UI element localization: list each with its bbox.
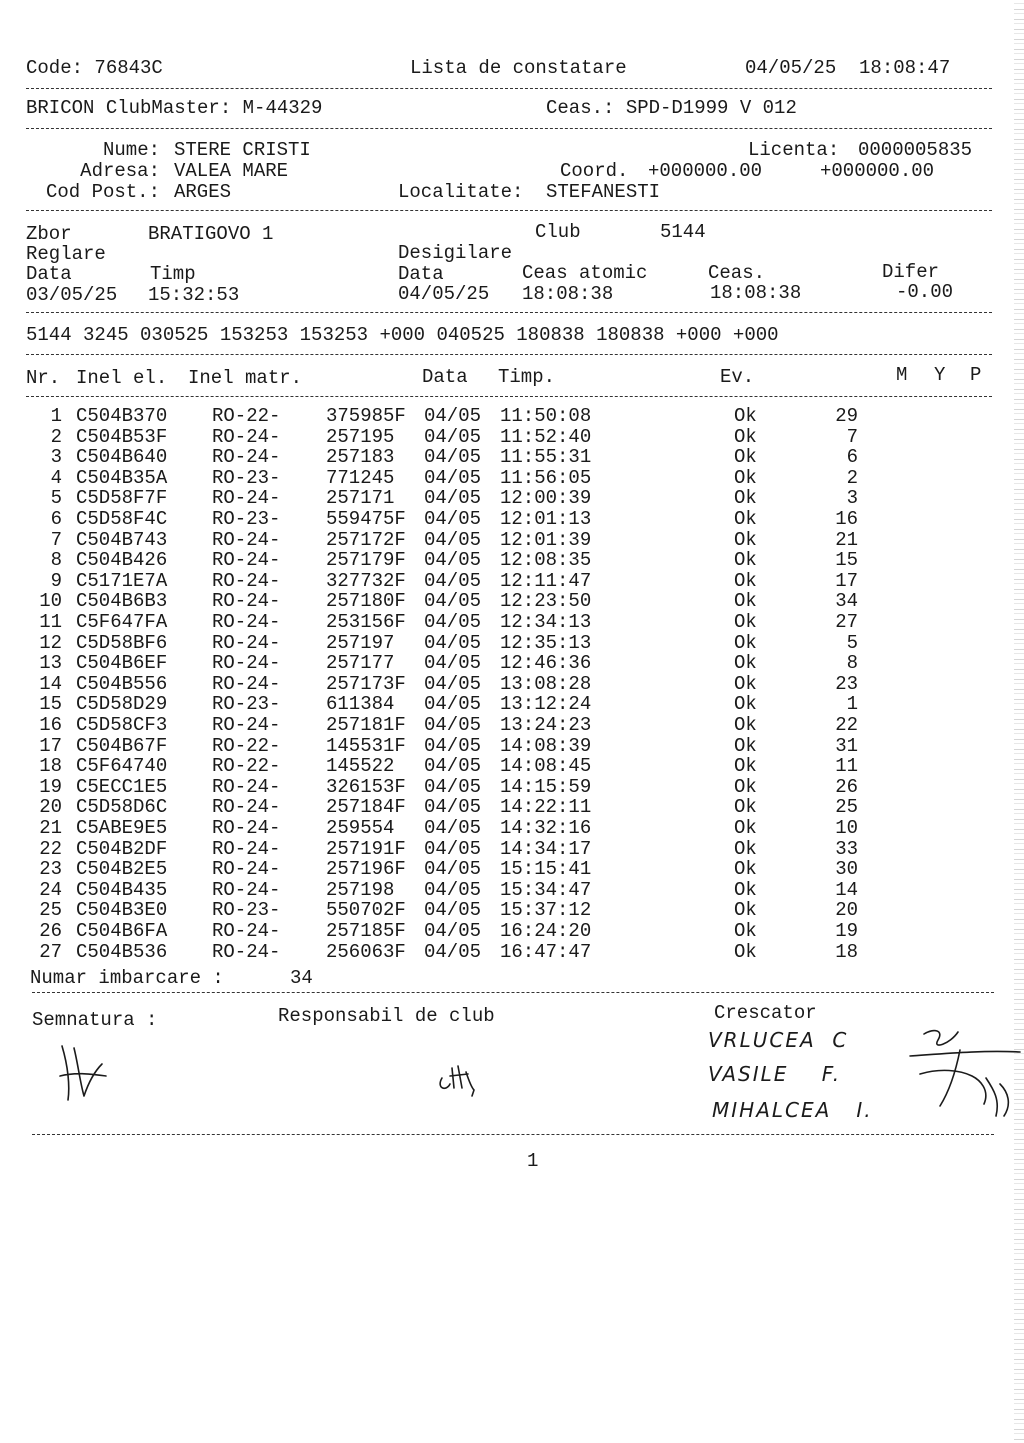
reglare-timp-label: Timp xyxy=(150,263,196,285)
row-date: 04/05 xyxy=(424,940,482,963)
row-place: 34 xyxy=(835,590,858,613)
row-place: 30 xyxy=(835,858,858,881)
row-status: Ok xyxy=(734,714,757,736)
row-ring-number: 257173F xyxy=(326,672,406,695)
row-date: 04/05 xyxy=(424,693,482,716)
row-ring-series: RO-24- xyxy=(212,714,281,736)
row-time: 14:15:59 xyxy=(500,775,592,798)
code-line: 5144 3245 030525 153253 153253 +000 040525 180838 180838 +000 +000 xyxy=(26,324,779,346)
license-value: 0000005835 xyxy=(858,139,973,161)
owner-address: VALEA MARE xyxy=(174,160,289,182)
row-ring-series: RO-24- xyxy=(212,549,281,572)
row-place: 23 xyxy=(835,672,858,695)
row-number: 14 xyxy=(39,672,62,695)
row-number: 27 xyxy=(39,940,62,963)
row-ring-electronic: C5D58BF6 xyxy=(76,631,168,654)
row-ring-number: 375985F xyxy=(326,405,406,427)
row-place: 26 xyxy=(835,775,858,798)
row-ring-series: RO-24- xyxy=(212,837,281,860)
row-time: 15:15:41 xyxy=(500,858,592,881)
owner-name: STERE CRISTI xyxy=(174,139,311,161)
print-datetime: 04/05/25 18:08:47 xyxy=(745,57,951,79)
difer-label: Difer xyxy=(882,261,940,283)
row-ring-number: 257185F xyxy=(326,920,406,942)
row-ring-series: RO-24- xyxy=(212,611,281,633)
row-number: 7 xyxy=(50,528,62,551)
row-status: Ok xyxy=(734,920,757,942)
row-ring-electronic: C5171E7A xyxy=(76,569,168,592)
row-ring-series: RO-24- xyxy=(212,652,281,675)
row-time: 12:11:47 xyxy=(500,569,592,592)
divider xyxy=(26,88,992,89)
row-date: 04/05 xyxy=(424,796,482,819)
row-time: 14:34:17 xyxy=(500,837,592,860)
row-place: 14 xyxy=(835,878,858,901)
imbarcare-value: 34 xyxy=(290,967,313,989)
row-ring-electronic: C504B6FA xyxy=(76,920,168,942)
row-status: Ok xyxy=(734,611,757,633)
row-ring-electronic: C5D58F4C xyxy=(76,508,168,530)
row-ring-number: 259554 xyxy=(326,817,395,839)
row-ring-number: 559475F xyxy=(326,508,406,530)
page-number: 1 xyxy=(527,1150,539,1172)
row-ring-number: 145522 xyxy=(326,755,395,778)
row-ring-series: RO-24- xyxy=(212,590,281,613)
row-number: 24 xyxy=(39,878,62,901)
row-time: 15:37:12 xyxy=(500,899,592,922)
signature-semnatura xyxy=(50,1036,120,1106)
row-ring-series: RO-24- xyxy=(212,487,281,510)
row-status: Ok xyxy=(734,878,757,901)
row-place: 33 xyxy=(835,837,858,860)
row-place: 2 xyxy=(846,466,858,489)
row-status: Ok xyxy=(734,672,757,695)
row-number: 10 xyxy=(39,590,62,613)
row-ring-number: 257197 xyxy=(326,631,395,654)
divider xyxy=(26,128,992,129)
row-status: Ok xyxy=(734,817,757,839)
row-status: Ok xyxy=(734,425,757,448)
row-ring-electronic: C504B6EF xyxy=(76,652,168,675)
ceas-atomic-label: Ceas atomic xyxy=(522,262,648,284)
row-time: 11:55:31 xyxy=(500,446,592,469)
row-time: 16:47:47 xyxy=(500,940,592,963)
reglare-label: Reglare xyxy=(26,243,106,265)
row-time: 12:46:36 xyxy=(500,652,592,675)
row-time: 12:34:13 xyxy=(500,611,592,633)
license-label: Licenta: xyxy=(748,139,840,161)
row-number: 1 xyxy=(50,405,62,427)
row-time: 15:34:47 xyxy=(500,878,592,901)
reglare-date: 03/05/25 xyxy=(26,284,118,306)
row-ring-electronic: C504B743 xyxy=(76,528,168,551)
row-date: 04/05 xyxy=(424,487,482,510)
row-number: 2 xyxy=(50,425,62,448)
row-ring-number: 257171 xyxy=(326,487,395,510)
row-ring-series: RO-24- xyxy=(212,940,281,963)
row-ring-series: RO-24- xyxy=(212,796,281,819)
system-id: BRICON ClubMaster: M-44329 xyxy=(26,97,323,119)
row-status: Ok xyxy=(734,899,757,922)
row-time: 14:32:16 xyxy=(500,817,592,839)
row-status: Ok xyxy=(734,837,757,860)
row-ring-series: RO-24- xyxy=(212,672,281,695)
responsabil-label: Responsabil de club xyxy=(278,1005,495,1027)
row-date: 04/05 xyxy=(424,549,482,572)
crescator-name-1: VRLUCEA C xyxy=(708,1028,849,1052)
row-ring-electronic: C5F64740 xyxy=(76,755,168,778)
row-ring-number: 326153F xyxy=(326,775,406,798)
divider xyxy=(26,396,992,397)
desig-clock-time: 18:08:38 xyxy=(710,282,802,304)
row-ring-electronic: C504B426 xyxy=(76,549,168,572)
row-date: 04/05 xyxy=(424,755,482,778)
col-header-data: Data xyxy=(422,366,468,388)
col-header-timp: Timp. xyxy=(498,366,556,388)
row-ring-electronic: C504B3E0 xyxy=(76,899,168,922)
row-ring-number: 257196F xyxy=(326,858,406,881)
zbor-label: Zbor xyxy=(26,223,72,245)
desig-data-label: Data xyxy=(398,263,444,285)
row-ring-electronic: C5ECC1E5 xyxy=(76,775,168,798)
row-ring-electronic: C504B435 xyxy=(76,878,168,901)
col-header-inel-el: Inel el. xyxy=(76,367,168,389)
row-date: 04/05 xyxy=(424,878,482,901)
row-place: 3 xyxy=(846,487,858,510)
address-label: Adresa: xyxy=(80,160,160,182)
row-date: 04/05 xyxy=(424,590,482,613)
row-place: 6 xyxy=(846,446,858,469)
row-date: 04/05 xyxy=(424,858,482,881)
row-place: 1 xyxy=(846,693,858,716)
row-ring-number: 257181F xyxy=(326,714,406,736)
row-ring-series: RO-22- xyxy=(212,755,281,778)
col-header-inel-matr: Inel matr. xyxy=(188,367,303,389)
row-time: 14:22:11 xyxy=(500,796,592,819)
divider xyxy=(26,312,992,313)
row-ring-series: RO-24- xyxy=(212,446,281,469)
row-ring-series: RO-23- xyxy=(212,899,281,922)
row-time: 12:23:50 xyxy=(500,590,592,613)
col-header-y: Y xyxy=(934,364,946,386)
row-status: Ok xyxy=(734,631,757,654)
row-ring-series: RO-24- xyxy=(212,569,281,592)
name-label: Nume: xyxy=(102,139,160,161)
row-ring-electronic: C5ABE9E5 xyxy=(76,817,168,839)
row-date: 04/05 xyxy=(424,775,482,798)
row-status: Ok xyxy=(734,734,757,757)
row-time: 13:08:28 xyxy=(500,672,592,695)
row-place: 20 xyxy=(835,899,858,922)
row-number: 20 xyxy=(39,796,62,819)
coord-label: Coord. xyxy=(560,160,629,182)
row-time: 12:08:35 xyxy=(500,549,592,572)
row-status: Ok xyxy=(734,858,757,881)
scan-edge-artifact xyxy=(1014,0,1024,1443)
row-ring-number: 327732F xyxy=(326,569,406,592)
row-number: 25 xyxy=(39,899,62,922)
row-ring-electronic: C504B35A xyxy=(76,466,168,489)
row-ring-electronic: C504B640 xyxy=(76,446,168,469)
row-date: 04/05 xyxy=(424,920,482,942)
row-ring-series: RO-24- xyxy=(212,878,281,901)
row-time: 11:56:05 xyxy=(500,466,592,489)
divider xyxy=(26,354,992,355)
row-place: 11 xyxy=(835,755,858,778)
row-time: 12:35:13 xyxy=(500,631,592,654)
code-label: Code: 76843C xyxy=(26,57,163,79)
row-ring-number: 257180F xyxy=(326,590,406,613)
row-date: 04/05 xyxy=(424,734,482,757)
row-number: 3 xyxy=(50,446,62,469)
row-time: 11:52:40 xyxy=(500,425,592,448)
row-date: 04/05 xyxy=(424,652,482,675)
row-ring-number: 257172F xyxy=(326,528,406,551)
row-ring-number: 257191F xyxy=(326,837,406,860)
row-ring-number: 771245 xyxy=(326,466,395,489)
row-time: 11:50:08 xyxy=(500,405,592,427)
row-place: 10 xyxy=(835,817,858,839)
row-status: Ok xyxy=(734,487,757,510)
row-time: 12:01:39 xyxy=(500,528,592,551)
row-date: 04/05 xyxy=(424,817,482,839)
club-label: Club xyxy=(535,221,581,243)
postal-label: Cod Post.: xyxy=(45,181,160,203)
row-status: Ok xyxy=(734,405,757,427)
divider xyxy=(32,1134,994,1135)
row-date: 04/05 xyxy=(424,899,482,922)
row-ring-series: RO-24- xyxy=(212,817,281,839)
row-date: 04/05 xyxy=(424,425,482,448)
row-place: 25 xyxy=(835,796,858,819)
row-number: 4 xyxy=(50,466,62,489)
row-ring-electronic: C5D58D6C xyxy=(76,796,168,819)
signature-responsabil xyxy=(432,1058,482,1098)
row-time: 16:24:20 xyxy=(500,920,592,942)
row-time: 12:00:39 xyxy=(500,487,592,510)
coord-x: +000000.00 xyxy=(648,160,763,182)
semnatura-label: Semnatura : xyxy=(32,1009,158,1031)
row-ring-electronic: C5D58F7F xyxy=(76,487,168,510)
row-place: 15 xyxy=(835,549,858,572)
row-status: Ok xyxy=(734,590,757,613)
row-ring-series: RO-23- xyxy=(212,693,281,716)
row-ring-series: RO-24- xyxy=(212,631,281,654)
col-header-p: P xyxy=(970,364,982,386)
row-place: 31 xyxy=(835,734,858,757)
row-number: 22 xyxy=(39,837,62,860)
page-title: Lista de constatare xyxy=(410,57,627,79)
locality-value: STEFANESTI xyxy=(546,181,661,203)
row-time: 12:01:13 xyxy=(500,508,592,530)
row-date: 04/05 xyxy=(424,837,482,860)
row-status: Ok xyxy=(734,755,757,778)
crescator-name-2: VASILE F. xyxy=(708,1062,842,1086)
row-number: 13 xyxy=(39,652,62,675)
crescator-label: Crescator xyxy=(714,1002,817,1024)
row-ring-number: 256063F xyxy=(326,940,406,963)
row-ring-electronic: C504B2E5 xyxy=(76,858,168,881)
row-number: 17 xyxy=(39,734,62,757)
row-ring-number: 257179F xyxy=(326,549,406,572)
divider xyxy=(26,210,992,211)
col-header-ev: Ev. xyxy=(720,366,755,388)
reglare-data-label: Data xyxy=(26,263,72,285)
desig-date: 04/05/25 xyxy=(398,283,490,305)
row-number: 26 xyxy=(39,920,62,942)
divider xyxy=(32,992,994,993)
row-status: Ok xyxy=(734,528,757,551)
row-time: 13:24:23 xyxy=(500,714,592,736)
row-ring-number: 253156F xyxy=(326,611,406,633)
row-ring-electronic: C504B67F xyxy=(76,734,168,757)
row-status: Ok xyxy=(734,775,757,798)
crescator-name-3: MIHALCEA I. xyxy=(712,1098,873,1122)
row-place: 18 xyxy=(835,940,858,963)
row-ring-electronic: C504B2DF xyxy=(76,837,168,860)
row-date: 04/05 xyxy=(424,405,482,427)
row-ring-series: RO-24- xyxy=(212,858,281,881)
row-ring-number: 611384 xyxy=(326,693,395,716)
row-date: 04/05 xyxy=(424,714,482,736)
row-number: 16 xyxy=(39,714,62,736)
row-ring-electronic: C504B556 xyxy=(76,672,168,695)
row-ring-number: 257198 xyxy=(326,878,395,901)
row-place: 21 xyxy=(835,528,858,551)
row-number: 15 xyxy=(39,693,62,716)
imbarcare-label: Numar imbarcare : xyxy=(30,967,224,989)
row-date: 04/05 xyxy=(424,446,482,469)
desig-atomic-time: 18:08:38 xyxy=(522,283,614,305)
row-ring-number: 145531F xyxy=(326,734,406,757)
zbor-value: BRATIGOVO 1 xyxy=(148,223,274,245)
row-ring-electronic: C504B53F xyxy=(76,425,168,448)
row-ring-series: RO-24- xyxy=(212,425,281,448)
row-place: 7 xyxy=(846,425,858,448)
locality-label: Localitate: xyxy=(398,181,524,203)
row-ring-series: RO-23- xyxy=(212,466,281,489)
row-ring-number: 257183 xyxy=(326,446,395,469)
row-ring-series: RO-22- xyxy=(212,405,281,427)
row-date: 04/05 xyxy=(424,528,482,551)
signature-crescator xyxy=(900,1020,1024,1130)
row-ring-electronic: C504B536 xyxy=(76,940,168,963)
row-status: Ok xyxy=(734,569,757,592)
reglare-time: 15:32:53 xyxy=(148,284,240,306)
row-status: Ok xyxy=(734,940,757,963)
row-place: 29 xyxy=(835,405,858,427)
row-ring-number: 257177 xyxy=(326,652,395,675)
row-ring-number: 257184F xyxy=(326,796,406,819)
row-place: 17 xyxy=(835,569,858,592)
col-header-nr: Nr. xyxy=(26,367,61,389)
row-time: 14:08:39 xyxy=(500,734,592,757)
row-number: 18 xyxy=(39,755,62,778)
row-ring-series: RO-24- xyxy=(212,920,281,942)
row-date: 04/05 xyxy=(424,569,482,592)
row-ring-electronic: C504B6B3 xyxy=(76,590,168,613)
col-header-m: M xyxy=(896,364,908,386)
row-place: 19 xyxy=(835,920,858,942)
difer-value: -0.00 xyxy=(896,281,954,303)
row-place: 22 xyxy=(835,714,858,736)
row-status: Ok xyxy=(734,693,757,716)
row-number: 19 xyxy=(39,775,62,798)
row-number: 12 xyxy=(39,631,62,654)
row-date: 04/05 xyxy=(424,672,482,695)
row-status: Ok xyxy=(734,508,757,530)
row-date: 04/05 xyxy=(424,508,482,530)
row-time: 14:08:45 xyxy=(500,755,592,778)
row-number: 23 xyxy=(39,858,62,881)
row-number: 9 xyxy=(50,569,62,592)
row-number: 5 xyxy=(50,487,62,510)
row-place: 5 xyxy=(846,631,858,654)
row-number: 6 xyxy=(50,508,62,530)
row-status: Ok xyxy=(734,652,757,675)
row-status: Ok xyxy=(734,446,757,469)
row-time: 13:12:24 xyxy=(500,693,592,716)
row-date: 04/05 xyxy=(424,631,482,654)
row-ring-electronic: C5F647FA xyxy=(76,611,168,633)
club-value: 5144 xyxy=(660,221,706,243)
row-number: 21 xyxy=(39,817,62,839)
row-date: 04/05 xyxy=(424,611,482,633)
row-status: Ok xyxy=(734,466,757,489)
row-place: 8 xyxy=(846,652,858,675)
row-status: Ok xyxy=(734,796,757,819)
row-number: 8 xyxy=(50,549,62,572)
row-ring-number: 257195 xyxy=(326,425,395,448)
ceas-label: Ceas. xyxy=(708,262,766,284)
desigilare-label: Desigilare xyxy=(398,242,513,264)
postal-value: ARGES xyxy=(174,181,232,203)
row-ring-series: RO-24- xyxy=(212,775,281,798)
row-ring-series: RO-23- xyxy=(212,508,281,530)
row-ring-electronic: C5D58D29 xyxy=(76,693,168,716)
row-date: 04/05 xyxy=(424,466,482,489)
row-ring-number: 550702F xyxy=(326,899,406,922)
row-ring-series: RO-22- xyxy=(212,734,281,757)
row-place: 16 xyxy=(835,508,858,530)
row-ring-electronic: C5D58CF3 xyxy=(76,714,168,736)
coord-y: +000000.00 xyxy=(820,160,935,182)
row-ring-electronic: C504B370 xyxy=(76,405,168,427)
row-ring-series: RO-24- xyxy=(212,528,281,551)
clock-id: Ceas.: SPD-D1999 V 012 xyxy=(546,97,797,119)
row-number: 11 xyxy=(39,611,62,633)
row-place: 27 xyxy=(835,611,858,633)
row-status: Ok xyxy=(734,549,757,572)
